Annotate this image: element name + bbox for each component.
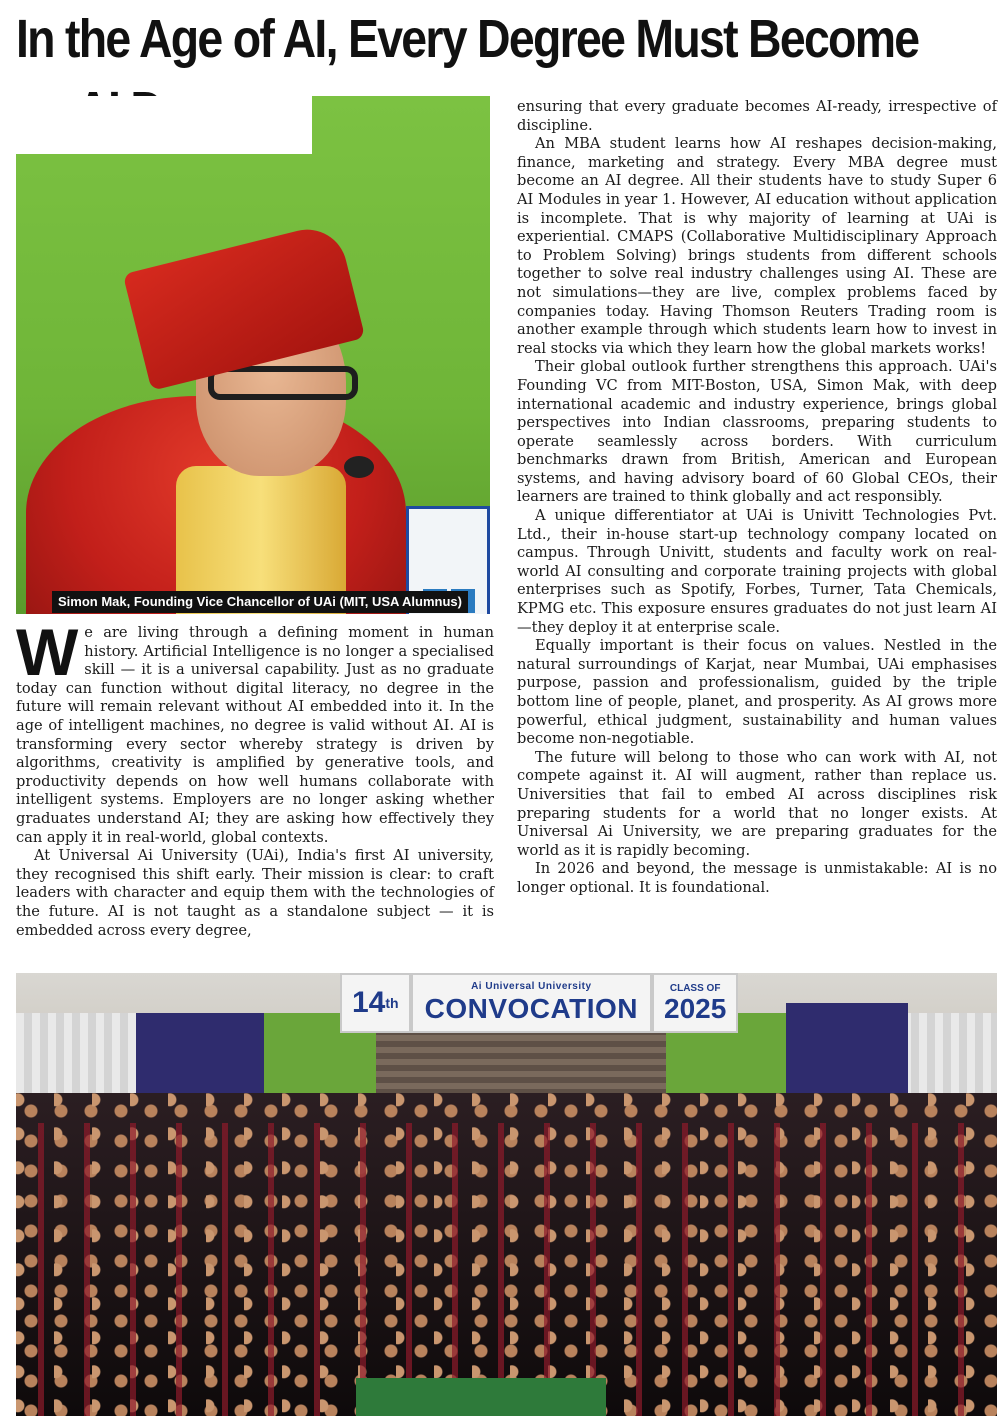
article-paragraph-5: A unique differentiator at UAi is Univitt Technologies Pvt. Ltd., their in-house start-up technology company located on campus. Through Univitt, students and faculty work on real-world AI consulting and corporate training projects with global enterprises such as Spotify, Forbes, Turner, Tata Chemicals, KPMG etc. This exposure ensures graduates do not just learn AI—they deploy it at enterprise scale. (517, 507, 997, 636)
microphone-icon (344, 456, 374, 478)
article-paragraph-1: We are living through a defining moment in human history. Artificial Intelligence is no longer a specialised skill — it is a universal capability. Just as no graduate today can function without digital literacy, no degree in the future will remain relevant without AI embedded into it. In the age of intelligent machines, no degree is valid without AI. AI is transforming every sector whereby strategy is driven by algorithms, creativity is amplified by generative tools, and productivity depends on how well humans collaborate with intelligent systems. Employers are no longer asking whether graduates understand AI; they are asking how effectively they can apply it in real-world, global contexts. (16, 615, 494, 846)
article-paragraph-8: In 2026 and beyond, the message is unmistakable: AI is no longer optional. It is foundational. (517, 860, 997, 896)
convocation-banner (340, 973, 738, 1033)
article-paragraph-7: The future will belong to those who can work with AI, not compete against it. AI will augment, rather than replace us. Universities that fail to embed AI across disciplines risk preparing students for a world that no longer exists. At Universal Ai University, we are preparing graduates for the world as it is rapidly becoming. (517, 748, 997, 859)
photo-caption: Simon Mak, Founding Vice Chancellor of UAi (MIT, USA Alumnus) (52, 591, 468, 613)
article-paragraph-3: An MBA student learns how AI reshapes decision-making, finance, marketing and strategy. Every MBA degree must become an AI degree. All their students have to study Super 6 AI Modules in year 1. However, AI education without application is incomplete. That is why majority of learning at UAi is experiential. CMAPS (Collaborative Multidisciplinary Approach to Problem Solving) brings students from different schools together to solve real industry challenges using AI. These are not simulations—they are live, complex problems faced by companies today. Having Thomson Reuters Trading room is another example through which students learn how to invest in real stocks via which they learn how the global markets works! (517, 135, 997, 357)
article-paragraph-6: Equally important is their focus on values. Nestled in the natural surroundings of Karjat, near Mumbai, UAi emphasises purpose, passion and professionalism, guided by the triple bottom line of people, planet, and prosperity. As AI grows more powerful, ethical judgment, sustainability and human values become non-negotiable. (517, 637, 997, 748)
convocation-title-box (411, 973, 652, 1033)
article-paragraph-2-continued: ensuring that every graduate becomes AI-ready, irrespective of discipline. (517, 98, 997, 134)
convocation-title: CONVOCATION (424, 993, 639, 1024)
article-paragraph-2: At Universal Ai University (UAi), India's first AI university, they recognised this shift early. Their mission is clear: to craft leaders with character and equip them with the technologies of the future. AI is not taught as a standalone subject — it is embedded across every degree, (16, 847, 494, 939)
convocation-photo (16, 973, 997, 1416)
banner-university-name: Ai Universal University (471, 981, 592, 992)
class-of-box (652, 973, 738, 1033)
convocation-number: 14 th (340, 973, 411, 1033)
class-year: 2025 (664, 992, 727, 1024)
article-paragraph-4: Their global outlook further strengthens this approach. UAi's Founding VC from MIT-Boston, USA, Simon Mak, with deep international academic and industry experience, brings global perspectives into Indian classrooms, preparing students to operate seamlessly across borders. With curriculum benchmarks drawn from British, American and European systems, and having advisory board of 60 Global CEOs, their learners are trained to think globally and act responsibly. (517, 358, 997, 506)
article-column-right (517, 98, 997, 898)
drop-cap: W (16, 615, 79, 689)
speaker-photo (16, 96, 490, 614)
headline-line-1: In the Age of AI, Every Degree Must Become (16, 9, 919, 69)
class-label: CLASS OF (669, 982, 721, 994)
article-column-left (16, 615, 494, 940)
